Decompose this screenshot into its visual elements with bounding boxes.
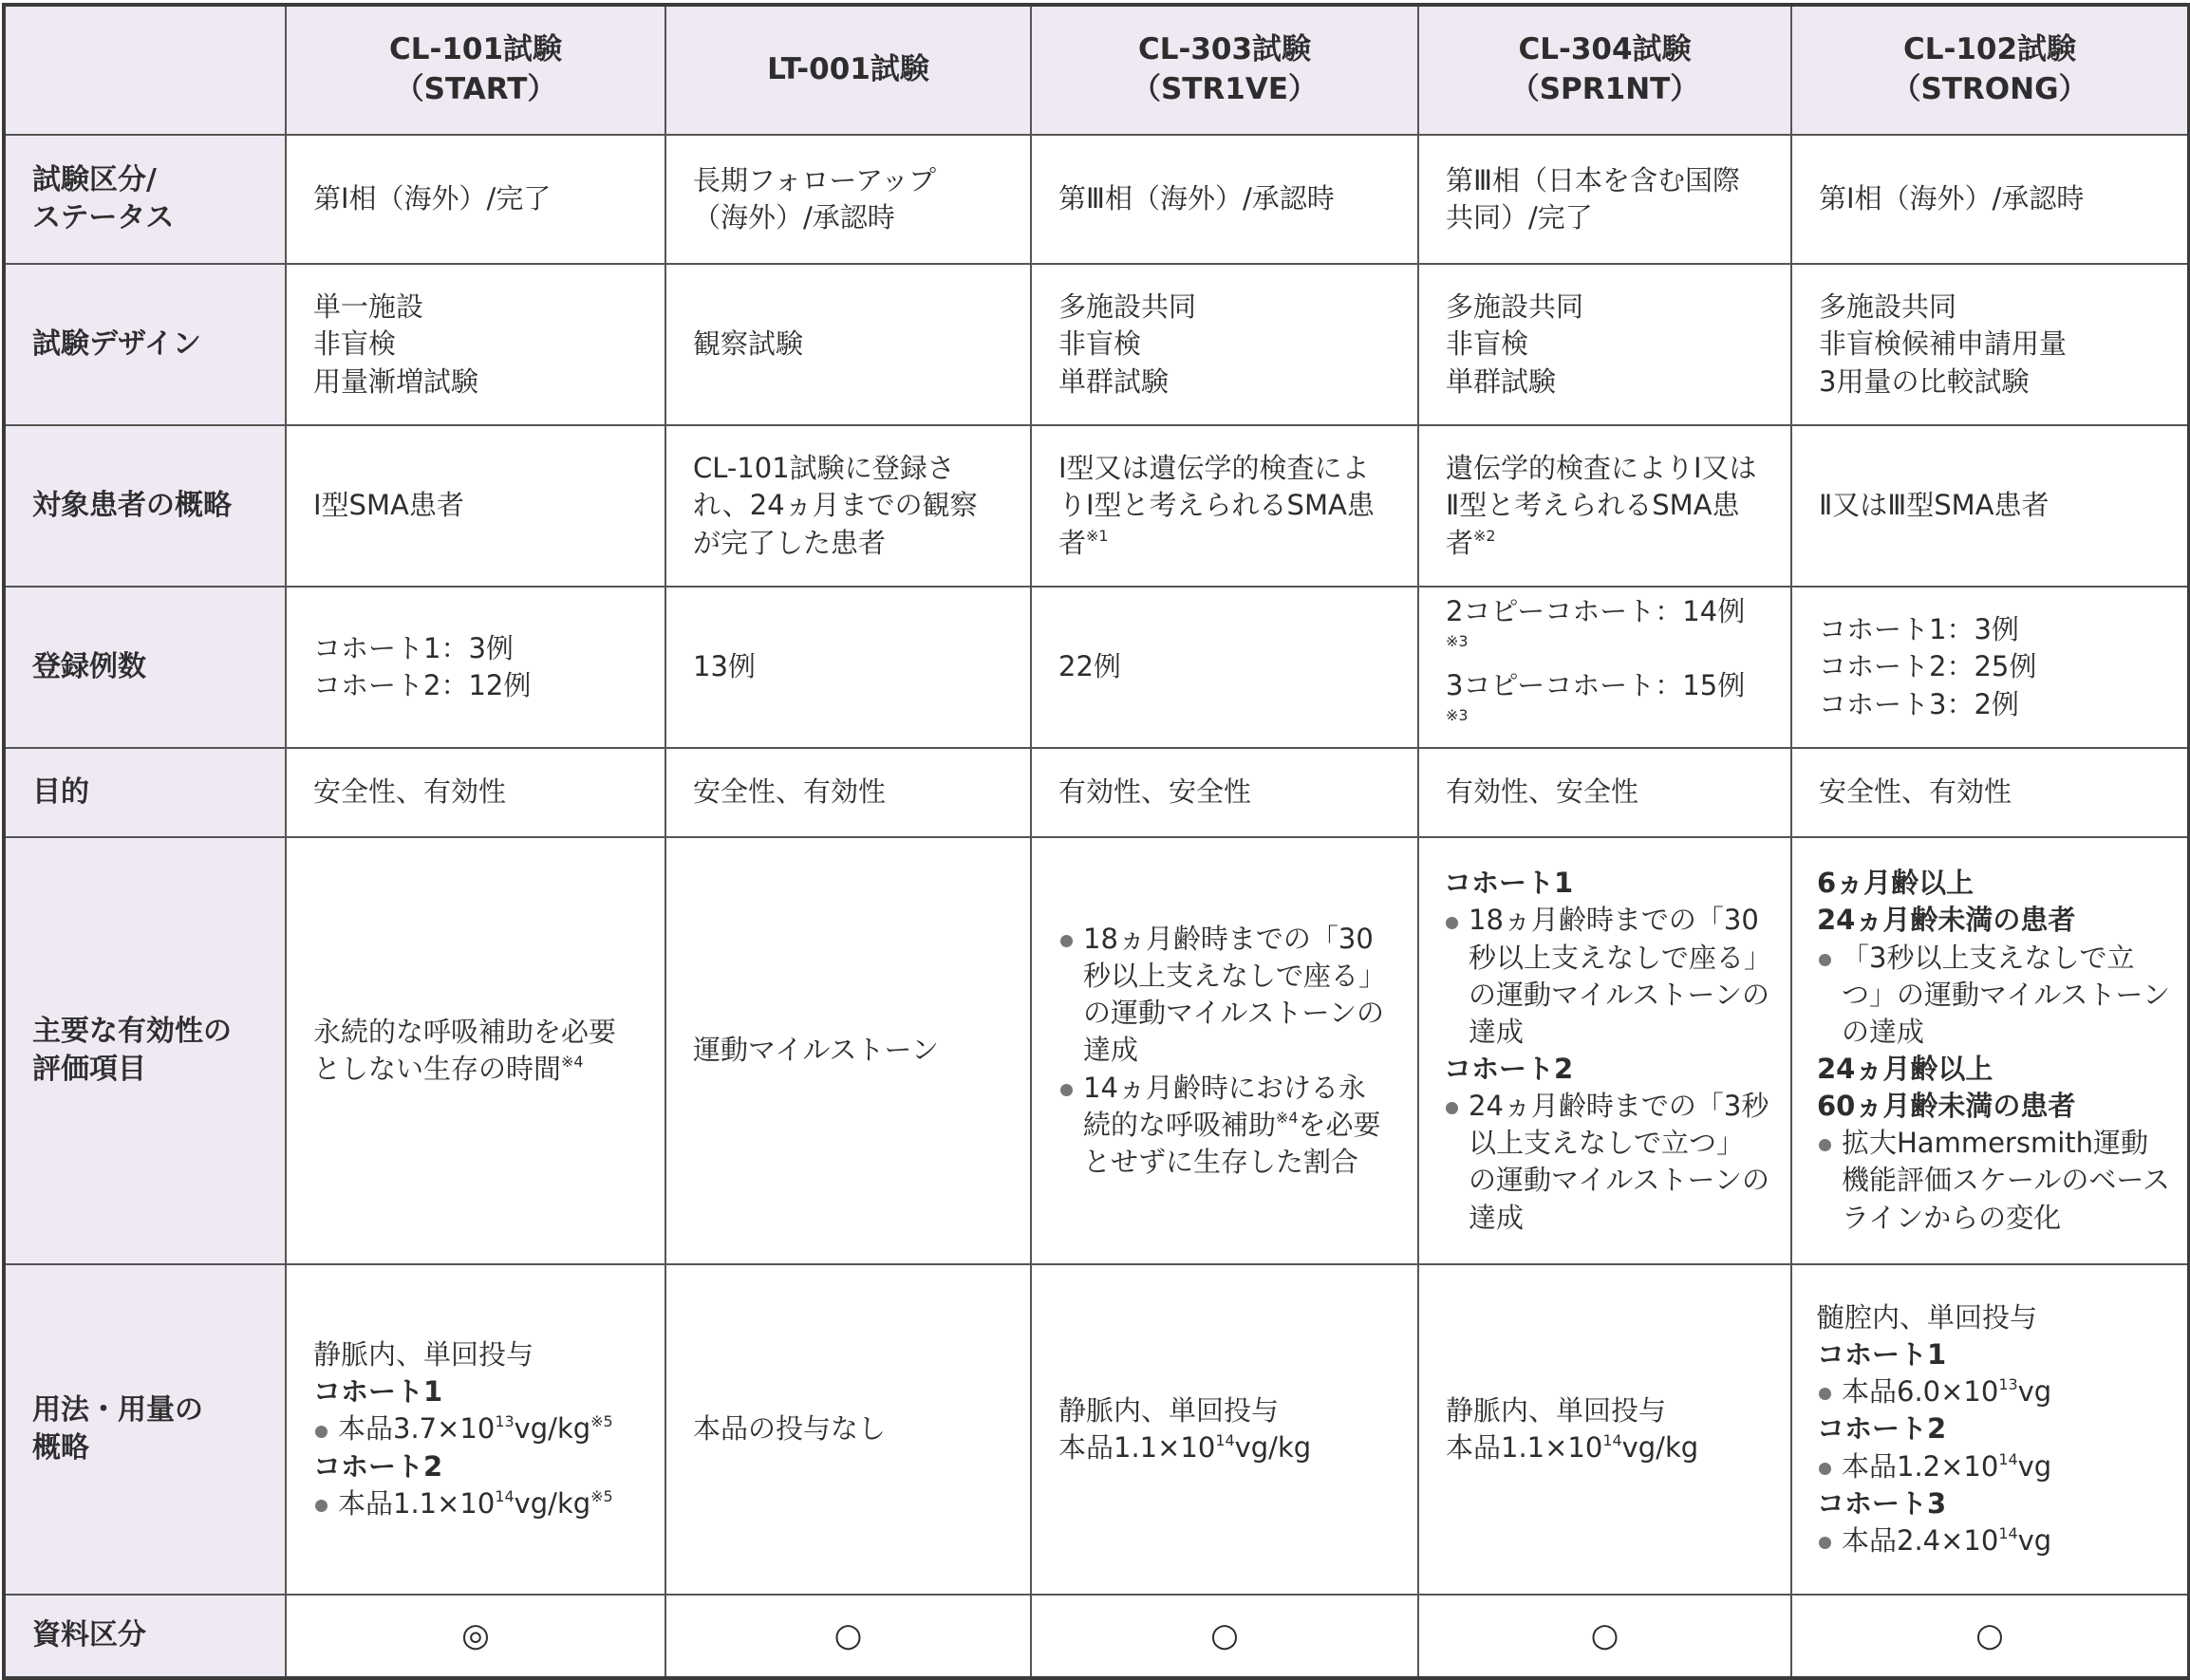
footnote-mark: ※5 [590,1412,613,1431]
dose-unit: vg/kg [514,1486,591,1520]
cell-line: 非盲検 [313,327,397,361]
list-item [1817,1373,2170,1410]
cell-text: 3コピーコホート：15例 [1446,669,1746,701]
status-cl304 [1418,135,1791,264]
patients-cl102 [1791,425,2189,587]
exponent: 14 [1998,1449,2018,1468]
cell-text: CL-101試験に登録され、24ヵ月までの観察が完了した患者 [693,452,978,559]
row-status [4,135,2189,264]
cell-line: 多施設共同 [1446,290,1584,324]
trial-name: CL-304試験 [1518,32,1692,67]
cell-line: 単群試験 [1058,364,1170,398]
age-group-title: 6ヵ月齢以上 [1817,867,1975,900]
design-cl102 [1791,264,2189,425]
cell-text: 安全性、有効性 [693,775,887,809]
circle-symbol: ○ [1590,1615,1619,1654]
design-cl101 [286,264,665,425]
cell-text: 24ヵ月齢時までの「3秒以上支えなしで立つ」の運動マイルストーンの達成 [1469,1090,1769,1234]
cell-line: 13例 [693,650,756,683]
row-enrollment [4,587,2189,748]
trial-code: （START） [394,72,557,106]
route-text: 静脈内、単回投与 [1058,1393,1280,1427]
clinical-trial-table [2,3,2190,1680]
dosage-cl101 [286,1264,665,1595]
list-item [1444,902,1769,1051]
circle-symbol: ○ [1975,1615,2004,1654]
cell-line: 観察試験 [693,327,804,361]
exponent: 14 [1215,1431,1235,1450]
age-group-title: 24ヵ月齢以上 [1817,1053,1993,1085]
row-label-line: 資料区分 [32,1618,146,1652]
dose-unit: vg/kg [514,1412,591,1446]
corner-cell [4,5,286,135]
exponent: 14 [1998,1523,2018,1542]
cell-line: コホート1：3例 [1819,613,2019,646]
dose-text: 本品6.0×10 [1842,1375,1999,1409]
footnote-mark: ※3 [1446,706,1469,725]
cell-line: コホート1：3例 [313,631,514,664]
status-cl303 [1031,135,1418,264]
cell-line: 多施設共同 [1819,290,1957,324]
row-label-dosage [4,1264,286,1595]
cell-text: 「3秒以上支えなしで立つ」の運動マイルストーンの達成 [1842,941,2170,1048]
bullet-list [1817,940,2170,1051]
cell-text: 14ヵ月齢時における永続的な呼吸補助 [1083,1071,1366,1141]
cell-text: Ⅰ型SMA患者 [313,489,464,522]
row-purpose [4,748,2189,837]
route-text: 髄腔内、単回投与 [1817,1301,2038,1334]
exponent: 13 [495,1412,515,1431]
dosage-cl102 [1791,1264,2189,1595]
exponent: 14 [1602,1431,1622,1450]
row-label-line: 主要な有効性の [32,1014,232,1048]
row-label-enrollment [4,587,286,748]
row-label-line: 試験区分/ [32,162,157,196]
enrollment-cl102 [1791,587,2189,748]
route-text: 静脈内、単回投与 [1446,1393,1667,1427]
cell-line [1446,593,1764,667]
endpoints-cl303 [1031,837,1418,1264]
dose-unit: vg [2017,1449,2052,1483]
trial-name: LT-001試験 [767,52,929,87]
row-label-endpoints [4,837,286,1264]
row-label-patients [4,425,286,587]
bullet-list [1444,1088,1769,1237]
trial-code: （STRONG） [1891,72,2088,106]
cell-text: 18ヵ月齢時までの「30秒以上支えなしで座る」の運動マイルストーンの達成 [1469,904,1769,1048]
cell-line: コホート2：12例 [313,669,532,701]
row-label-line: 対象患者の概略 [32,488,232,522]
row-label-line: 用法・用量の [32,1392,203,1427]
list-item [1817,1125,2170,1236]
purpose-cl102 [1791,748,2189,837]
cell-text: 本品の投与なし [693,1412,887,1446]
row-patients [4,425,2189,587]
cohort-title: コホート2 [1444,1053,1574,1085]
patients-lt001 [665,425,1031,587]
category-cl102 [1791,1595,2189,1678]
design-cl304 [1418,264,1791,425]
row-label-line: 試験デザイン [32,327,201,361]
status-cl102 [1791,135,2189,264]
row-label-line: 登録例数 [32,649,146,683]
age-group-title: 24ヵ月齢未満の患者 [1817,904,2076,937]
bullet-list [1817,1373,2170,1410]
list-item [1444,1088,1769,1237]
footnote-mark: ※4 [561,1053,584,1072]
purpose-cl101 [286,748,665,837]
category-cl101 [286,1595,665,1678]
footnote-mark: ※4 [1276,1108,1299,1127]
bullet-list [313,1410,638,1447]
cell-line: 第Ⅲ相（日本を含む国際 [1446,163,1740,196]
purpose-lt001 [665,748,1031,837]
header-cl101 [286,5,665,135]
list-item [1817,1522,2170,1559]
trial-name: CL-102試験 [1902,32,2077,67]
trial-name: CL-303試験 [1137,32,1312,67]
row-label-purpose [4,748,286,837]
circle-symbol: ○ [1210,1615,1239,1654]
cell-line: 第Ⅲ相（海外）/承認時 [1058,182,1335,215]
list-item [1817,940,2170,1051]
bullet-list [1817,1448,2170,1485]
row-label-line: ステータス [32,201,175,234]
dose-unit: vg/kg [1621,1431,1699,1464]
list-item [1058,921,1391,1070]
row-label-status [4,135,286,264]
cell-line: 3用量の比較試験 [1819,364,2030,398]
dosage-cl304 [1418,1264,1791,1595]
route-text: 静脈内、単回投与 [313,1338,534,1372]
cell-line: 多施設共同 [1058,290,1197,324]
row-label-line: 評価項目 [32,1053,146,1086]
endpoints-cl101 [286,837,665,1264]
dose-unit: vg [2017,1375,2052,1409]
cohort-title: コホート1 [1817,1338,1947,1372]
dose-text: 本品1.1×10 [338,1486,496,1520]
enrollment-cl101 [286,587,665,748]
cell-line: 非盲検 [1446,327,1529,361]
row-category [4,1595,2189,1678]
row-label-category [4,1595,286,1678]
dose-unit: vg/kg [1234,1431,1312,1464]
bullet-list [1058,921,1391,1181]
row-design [4,264,2189,425]
cell-text: 永続的な呼吸補助を必要としない生存の時間 [313,1015,617,1085]
trial-name: CL-101試験 [388,32,563,67]
cell-text: 有効性、安全性 [1058,775,1252,809]
dosage-lt001 [665,1264,1031,1595]
cell-line: 単一施設 [313,290,424,324]
category-lt001 [665,1595,1031,1678]
bullet-list [1817,1522,2170,1559]
cell-text: 運動マイルストーン [693,1034,939,1067]
dose-text: 本品1.1×10 [1058,1431,1216,1464]
cohort-title: コホート1 [1444,867,1574,900]
header-cl304 [1418,5,1791,135]
dose-text: 本品1.1×10 [1446,1431,1603,1464]
cell-line: 単群試験 [1446,364,1557,398]
cell-line: 長期フォローアップ [693,163,937,196]
endpoints-cl304 [1418,837,1791,1264]
row-dosage [4,1264,2189,1595]
cell-line: 非盲検候補申請用量 [1819,327,2068,361]
category-cl303 [1031,1595,1418,1678]
cell-text: 18ヵ月齢時までの「30秒以上支えなしで座る」の運動マイルストーンの達成 [1083,923,1387,1067]
header-cl102 [1791,5,2189,135]
dose-text: 本品1.2×10 [1842,1449,1999,1483]
header-row [4,5,2189,135]
cell-line: 22例 [1058,650,1121,683]
dosage-cl303 [1031,1264,1418,1595]
purpose-cl304 [1418,748,1791,837]
cell-line: 用量漸増試験 [313,364,479,398]
cell-text: 安全性、有効性 [1819,775,2012,809]
double-circle-symbol: ◎ [461,1615,490,1654]
age-group-title: 60ヵ月齢未満の患者 [1817,1090,2076,1123]
cell-line: 第Ⅰ相（海外）/完了 [313,182,552,215]
cell-line: 非盲検 [1058,327,1142,361]
row-label-line: 目的 [32,775,89,809]
row-label-line: 概略 [32,1431,89,1465]
footnote-mark: ※5 [590,1486,613,1505]
patients-cl303 [1031,425,1418,587]
footnote-mark: ※2 [1473,526,1496,545]
cell-line [1446,667,1764,741]
enrollment-cl304 [1418,587,1791,748]
enrollment-lt001 [665,587,1031,748]
cohort-title: コホート3 [1817,1486,1947,1520]
status-lt001 [665,135,1031,264]
list-item [1817,1448,2170,1485]
header-cl303 [1031,5,1418,135]
cohort-title: コホート2 [1817,1412,1947,1446]
row-endpoints [4,837,2189,1264]
dose-line [1446,1429,1764,1466]
exponent: 14 [495,1486,515,1505]
purpose-cl303 [1031,748,1418,837]
list-item [313,1485,638,1522]
trial-code: （STR1VE） [1131,72,1319,106]
cohort-title: コホート1 [313,1375,443,1409]
list-item [1058,1070,1391,1181]
cell-text: Ⅰ型又は遺伝学的検査によりⅠ型と考えられるSMA患者 [1058,452,1375,559]
trial-code: （SPR1NT） [1509,72,1700,106]
bullet-list [1444,902,1769,1051]
cell-text: 有効性、安全性 [1446,775,1639,809]
patients-cl304 [1418,425,1791,587]
cell-line: コホート3：2例 [1819,687,2019,720]
bullet-list [313,1485,638,1522]
footnote-mark: ※1 [1086,526,1109,545]
cell-text: 2コピーコホート：14例 [1446,594,1746,627]
endpoints-lt001 [665,837,1031,1264]
dose-line [1058,1429,1391,1466]
cell-text: を必要とせずに生存した割合 [1083,1108,1381,1178]
bullet-list [1817,1125,2170,1236]
header-lt001 [665,5,1031,135]
endpoints-cl102 [1791,837,2189,1264]
cell-line: 第Ⅰ相（海外）/承認時 [1819,182,2085,215]
category-cl304 [1418,1595,1791,1678]
circle-symbol: ○ [833,1615,863,1654]
design-lt001 [665,264,1031,425]
list-item [313,1410,638,1447]
exponent: 13 [1998,1375,2018,1394]
patients-cl101 [286,425,665,587]
dose-text: 本品3.7×10 [338,1412,496,1446]
enrollment-cl303 [1031,587,1418,748]
dose-text: 本品2.4×10 [1842,1523,1999,1557]
dose-unit: vg [2017,1523,2052,1557]
cell-line: （海外）/承認時 [693,201,895,233]
cell-text: 拡大Hammersmith運動機能評価スケールのベースラインからの変化 [1842,1127,2170,1234]
cell-line: コホート2：25例 [1819,650,2037,683]
cell-line: 共同）/完了 [1446,201,1593,233]
footnote-mark: ※3 [1446,631,1469,650]
cell-text: 安全性、有効性 [313,775,507,809]
cell-text: Ⅱ又はⅢ型SMA患者 [1819,489,2050,522]
cohort-title: コホート2 [313,1449,443,1483]
design-cl303 [1031,264,1418,425]
row-label-design [4,264,286,425]
status-cl101 [286,135,665,264]
cell-text: 遺伝学的検査によりⅠ又はⅡ型と考えられるSMA患者 [1446,452,1757,559]
